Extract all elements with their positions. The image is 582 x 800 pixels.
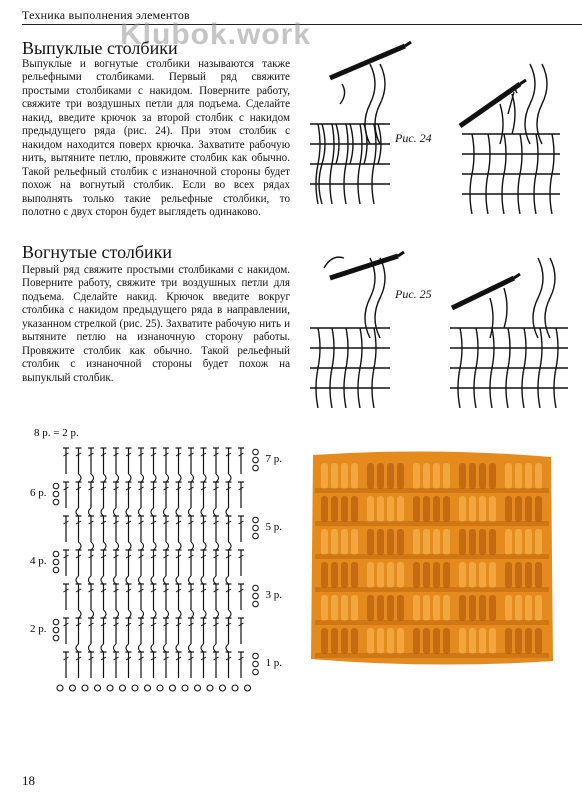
- swatch-stitch: [351, 628, 358, 654]
- swatch-stitch: [469, 529, 476, 555]
- post-hook: [226, 576, 229, 584]
- post-hook: [76, 576, 79, 584]
- post-hook: [104, 610, 107, 618]
- swatch-stitch: [525, 496, 532, 522]
- post-hook: [139, 644, 142, 652]
- chart-top-label: 8 р. = 2 р.: [34, 427, 79, 439]
- swatch-stitch: [413, 562, 420, 588]
- swatch-stitch: [413, 529, 420, 555]
- swatch-stitch: [321, 628, 328, 654]
- crochet-swatch-photo: [307, 447, 557, 669]
- swatch-stitch: [341, 529, 348, 555]
- fig24-right-fabric: [462, 64, 560, 214]
- swatch-stitch: [397, 496, 404, 522]
- turning-chain: [253, 533, 259, 539]
- swatch-stitch: [479, 496, 486, 522]
- swatch-stitch: [459, 496, 466, 522]
- swatch-stitch: [331, 628, 338, 654]
- turning-chain: [53, 483, 59, 489]
- chain-stitch: [57, 685, 63, 691]
- swatch-stitch: [367, 496, 374, 522]
- swatch-stitch: [387, 529, 394, 555]
- swatch-stitch: [321, 529, 328, 555]
- chain-stitch: [245, 685, 251, 691]
- swatch-stitch: [479, 562, 486, 588]
- post-hook: [204, 610, 207, 618]
- swatch-stitch: [423, 496, 430, 522]
- turning-chain: [253, 449, 259, 455]
- swatch-stitch: [535, 562, 542, 588]
- swatch-stitch: [535, 463, 542, 489]
- swatch-stitch: [423, 529, 430, 555]
- swatch-stitch: [525, 529, 532, 555]
- post-hook: [204, 474, 207, 482]
- swatch-stitch: [413, 628, 420, 654]
- post-hook: [179, 542, 182, 550]
- post-hook: [116, 542, 119, 550]
- swatch-stitch: [367, 463, 374, 489]
- swatch-stitch: [443, 496, 450, 522]
- post-hook: [216, 610, 219, 618]
- swatch-stitch: [515, 628, 522, 654]
- turning-chain: [253, 669, 259, 675]
- swatch-stitch: [433, 628, 440, 654]
- swatch-stitch: [469, 496, 476, 522]
- post-hook: [139, 576, 142, 584]
- swatch-stitch: [423, 463, 430, 489]
- post-hook: [226, 508, 229, 516]
- page-number: 18: [22, 773, 35, 788]
- swatch-stitch: [469, 463, 476, 489]
- turning-chain: [53, 619, 59, 625]
- section-title-sunken: Вогнутые столбики: [22, 242, 173, 262]
- watermark: Klubok.work: [120, 18, 312, 51]
- turning-chain: [253, 525, 259, 531]
- swatch-stitch: [341, 562, 348, 588]
- post-hook: [189, 576, 192, 584]
- swatch-stitch: [443, 562, 450, 588]
- row-label: 2 р.: [30, 623, 47, 635]
- turning-chain: [53, 567, 59, 573]
- figure-25-illustration: [300, 238, 582, 408]
- swatch-stitch: [525, 628, 532, 654]
- swatch-stitch: [331, 562, 338, 588]
- swatch-stitch: [413, 496, 420, 522]
- post-hook: [191, 610, 194, 618]
- post-hook: [226, 644, 229, 652]
- swatch-stitch: [505, 628, 512, 654]
- swatch-stitch: [535, 628, 542, 654]
- swatch-stitch: [341, 628, 348, 654]
- swatch-stitch: [321, 595, 328, 621]
- post-hook: [79, 610, 82, 618]
- post-hook: [154, 474, 157, 482]
- post-hook: [214, 576, 217, 584]
- post-hook: [189, 644, 192, 652]
- swatch-stitch: [515, 529, 522, 555]
- swatch-stitch: [535, 496, 542, 522]
- chain-stitch: [195, 685, 201, 691]
- post-hook: [166, 610, 169, 618]
- post-hook: [164, 576, 167, 584]
- row-label: 6 р.: [30, 487, 47, 499]
- swatch-stitch: [469, 595, 476, 621]
- swatch-stitch: [443, 595, 450, 621]
- post-hook: [154, 542, 157, 550]
- turning-chain: [253, 585, 259, 591]
- post-hook: [179, 610, 182, 618]
- swatch-stitch: [459, 562, 466, 588]
- post-hook: [166, 542, 169, 550]
- swatch-stitch: [423, 628, 430, 654]
- post-hook: [189, 508, 192, 516]
- post-hook: [201, 508, 204, 516]
- swatch-stitch: [397, 463, 404, 489]
- swatch-stitch: [377, 496, 384, 522]
- swatch-stitch: [423, 562, 430, 588]
- swatch-stitch: [505, 562, 512, 588]
- row-label: 7 р.: [265, 453, 282, 465]
- swatch-stitch: [443, 463, 450, 489]
- chain-stitch: [182, 685, 188, 691]
- turning-chain: [253, 465, 259, 471]
- post-hook: [179, 474, 182, 482]
- swatch-stitch: [367, 529, 374, 555]
- swatch-stitch: [459, 595, 466, 621]
- chain-stitch: [220, 685, 226, 691]
- post-hook: [166, 474, 169, 482]
- chain-stitch: [107, 685, 113, 691]
- post-hook: [214, 644, 217, 652]
- post-hook: [104, 542, 107, 550]
- swatch-stitch: [331, 529, 338, 555]
- swatch-stitch: [331, 463, 338, 489]
- post-hook: [176, 576, 179, 584]
- chain-stitch: [232, 685, 238, 691]
- post-hook: [191, 542, 194, 550]
- turning-chain: [253, 457, 259, 463]
- post-hook: [76, 508, 79, 516]
- figure-24-illustration: [300, 34, 582, 224]
- row-label: 5 р.: [265, 521, 282, 533]
- post-hook: [114, 508, 117, 516]
- swatch-stitch: [535, 595, 542, 621]
- post-hook: [151, 508, 154, 516]
- post-hook: [89, 644, 92, 652]
- swatch-stitch: [505, 463, 512, 489]
- fig24-left-arrow: [340, 84, 345, 104]
- swatch-stitch: [515, 496, 522, 522]
- chain-stitch: [157, 685, 163, 691]
- swatch-stitch: [387, 628, 394, 654]
- swatch-stitch: [367, 595, 374, 621]
- swatch-stitch: [351, 595, 358, 621]
- swatch-stitch: [525, 562, 532, 588]
- figure-24-label: Рис. 24: [395, 131, 432, 145]
- swatch-stitch: [377, 562, 384, 588]
- chain-stitch: [207, 685, 213, 691]
- swatch-stitch: [515, 562, 522, 588]
- post-hook: [104, 474, 107, 482]
- post-hook: [91, 474, 94, 482]
- swatch-stitch: [397, 562, 404, 588]
- swatch-stitch: [489, 496, 496, 522]
- swatch-stitch: [459, 529, 466, 555]
- turning-chain: [253, 661, 259, 667]
- post-hook: [76, 644, 79, 652]
- post-hook: [229, 542, 232, 550]
- swatch-stitch: [423, 595, 430, 621]
- swatch-stitch: [413, 463, 420, 489]
- post-hook: [151, 644, 154, 652]
- swatch-stitch: [387, 496, 394, 522]
- post-hook: [129, 610, 132, 618]
- swatch-stitch: [479, 529, 486, 555]
- post-hook: [214, 508, 217, 516]
- turning-chain: [253, 653, 259, 659]
- crochet-chart: [30, 424, 290, 704]
- chart-body: [30, 448, 282, 691]
- swatch-stitch: [433, 595, 440, 621]
- post-hook: [216, 474, 219, 482]
- row-label: 1 р.: [265, 657, 282, 669]
- post-hook: [79, 542, 82, 550]
- turning-chain: [253, 517, 259, 523]
- swatch-stitch: [397, 595, 404, 621]
- swatch-stitch: [443, 628, 450, 654]
- post-hook: [176, 508, 179, 516]
- post-hook: [101, 644, 104, 652]
- swatch-stitch: [341, 496, 348, 522]
- swatch-stitch: [387, 463, 394, 489]
- post-hook: [126, 508, 129, 516]
- swatch-stitch: [341, 595, 348, 621]
- row-label: 3 р.: [265, 589, 282, 601]
- swatch-stitch: [387, 595, 394, 621]
- post-hook: [101, 508, 104, 516]
- fig24-left-hook: [330, 46, 405, 78]
- post-hook: [191, 474, 194, 482]
- post-hook: [139, 508, 142, 516]
- swatch-stitch: [321, 496, 328, 522]
- chain-stitch: [95, 685, 101, 691]
- post-hook: [201, 576, 204, 584]
- swatch-stitch: [331, 496, 338, 522]
- fig25-left-fabric: [310, 258, 390, 408]
- turning-chain: [53, 627, 59, 633]
- swatch-stitch: [377, 529, 384, 555]
- section-text-sunken: Первый ряд свяжите простыми столбиками с накидом. Поверните работу, свяжите три воздушных петли для подъема. Сделайте накид. Крючок введите вокруг столбика с накидом предыдущего ряда в направлении, указанном стрелкой (рис. 25). Захватите рабочую нить и вытяните петлю на изнаночную сторону работы. Провяжите столбик как обычно. Такой рельефный столбик с изнаночной стороны будет похож на выпуклый столбик.: [22, 264, 290, 384]
- post-hook: [91, 542, 94, 550]
- swatch-stitch: [321, 463, 328, 489]
- swatch-stitch: [479, 628, 486, 654]
- swatch-stitch: [505, 529, 512, 555]
- swatch-stitch: [387, 562, 394, 588]
- post-hook: [116, 610, 119, 618]
- swatch-stitch: [433, 562, 440, 588]
- swatch-stitch: [321, 562, 328, 588]
- post-hook: [204, 542, 207, 550]
- post-hook: [79, 474, 82, 482]
- section-title-raised: Выпуклые столбики: [22, 38, 178, 58]
- fig25-left-hook: [330, 256, 398, 278]
- post-hook: [229, 474, 232, 482]
- section-text-raised: Выпуклые и вогнутые столбики называются также рельефными столбиками. Первый ряд свяжите простыми столбиками с накидом. Поверните работу, свяжите три воздушных петли для подъема. Сделайте накид, введите крючок за второй столбик с накидом предыдущего ряда (рис. 24). При этом столбик с накидом находится поверх крючка. Захватите рабочую нить, вытяните петлю, провяжите столбик как обычно. Такой рельефный столбик с изнаночной стороны будет похож на вогнутый столбик. Если во всех рядах выполнять только такие рельефные столбики, то полотно с двух сторон будет выглядеть одинаково.: [22, 58, 290, 218]
- post-hook: [89, 508, 92, 516]
- swatch-stitch: [341, 463, 348, 489]
- row-label: 4 р.: [30, 555, 47, 567]
- turning-chain: [53, 559, 59, 565]
- post-hook: [89, 576, 92, 584]
- swatch-stitch: [351, 529, 358, 555]
- post-hook: [201, 644, 204, 652]
- swatch-stitch: [413, 595, 420, 621]
- chain-stitch: [132, 685, 138, 691]
- swatch-stitch: [459, 463, 466, 489]
- swatch-stitch: [525, 463, 532, 489]
- swatch-stitch: [367, 628, 374, 654]
- swatch-stitch: [351, 496, 358, 522]
- swatch-stitch: [351, 463, 358, 489]
- swatch-stitch: [433, 463, 440, 489]
- fig24-left-fabric: [310, 64, 390, 204]
- chain-stitch: [70, 685, 76, 691]
- swatch-stitch: [535, 529, 542, 555]
- swatch-stitch: [515, 463, 522, 489]
- swatch-stitch: [469, 628, 476, 654]
- swatch-stitch: [505, 496, 512, 522]
- swatch-stitch: [489, 628, 496, 654]
- swatch-stitch: [469, 562, 476, 588]
- swatch-stitch: [459, 628, 466, 654]
- chain-stitch: [82, 685, 88, 691]
- swatch-stitch: [351, 562, 358, 588]
- swatch-stitch: [377, 628, 384, 654]
- post-hook: [101, 576, 104, 584]
- swatch-stitch: [525, 595, 532, 621]
- chain-stitch: [170, 685, 176, 691]
- swatch-stitch: [489, 529, 496, 555]
- turning-chain: [253, 593, 259, 599]
- post-hook: [126, 576, 129, 584]
- post-hook: [114, 576, 117, 584]
- turning-chain: [253, 601, 259, 607]
- turning-chain: [53, 551, 59, 557]
- swatch-stitch: [367, 562, 374, 588]
- post-hook: [164, 644, 167, 652]
- post-hook: [126, 644, 129, 652]
- swatch-stitch: [479, 463, 486, 489]
- swatch-stitch: [489, 562, 496, 588]
- post-hook: [129, 474, 132, 482]
- post-hook: [229, 610, 232, 618]
- swatch-stitch: [377, 595, 384, 621]
- post-hook: [176, 644, 179, 652]
- turning-chain: [53, 491, 59, 497]
- swatch-stitch: [479, 595, 486, 621]
- post-hook: [114, 644, 117, 652]
- swatch-stitch: [433, 529, 440, 555]
- swatch-stitch: [489, 595, 496, 621]
- swatch-stitch: [505, 595, 512, 621]
- swatch-stitch: [433, 496, 440, 522]
- chain-stitch: [145, 685, 151, 691]
- figure-25-label: Рис. 25: [395, 287, 432, 301]
- swatch-stitch: [489, 463, 496, 489]
- post-hook: [164, 508, 167, 516]
- post-hook: [151, 576, 154, 584]
- swatch-stitch: [397, 628, 404, 654]
- chain-stitch: [120, 685, 126, 691]
- turning-chain: [53, 499, 59, 505]
- post-hook: [216, 542, 219, 550]
- post-hook: [141, 610, 144, 618]
- post-hook: [154, 610, 157, 618]
- swatch-stitch: [443, 529, 450, 555]
- post-hook: [129, 542, 132, 550]
- section-header: Техника выполнения элементов: [22, 8, 190, 22]
- swatch-stitch: [377, 463, 384, 489]
- post-hook: [141, 542, 144, 550]
- post-hook: [141, 474, 144, 482]
- swatch-stitch: [331, 595, 338, 621]
- post-hook: [116, 474, 119, 482]
- turning-chain: [53, 635, 59, 641]
- fig24-right-arrow: [508, 92, 514, 114]
- swatch-stitch: [515, 595, 522, 621]
- swatch-stitch: [397, 529, 404, 555]
- post-hook: [91, 610, 94, 618]
- fig25-left-arrow: [324, 257, 344, 268]
